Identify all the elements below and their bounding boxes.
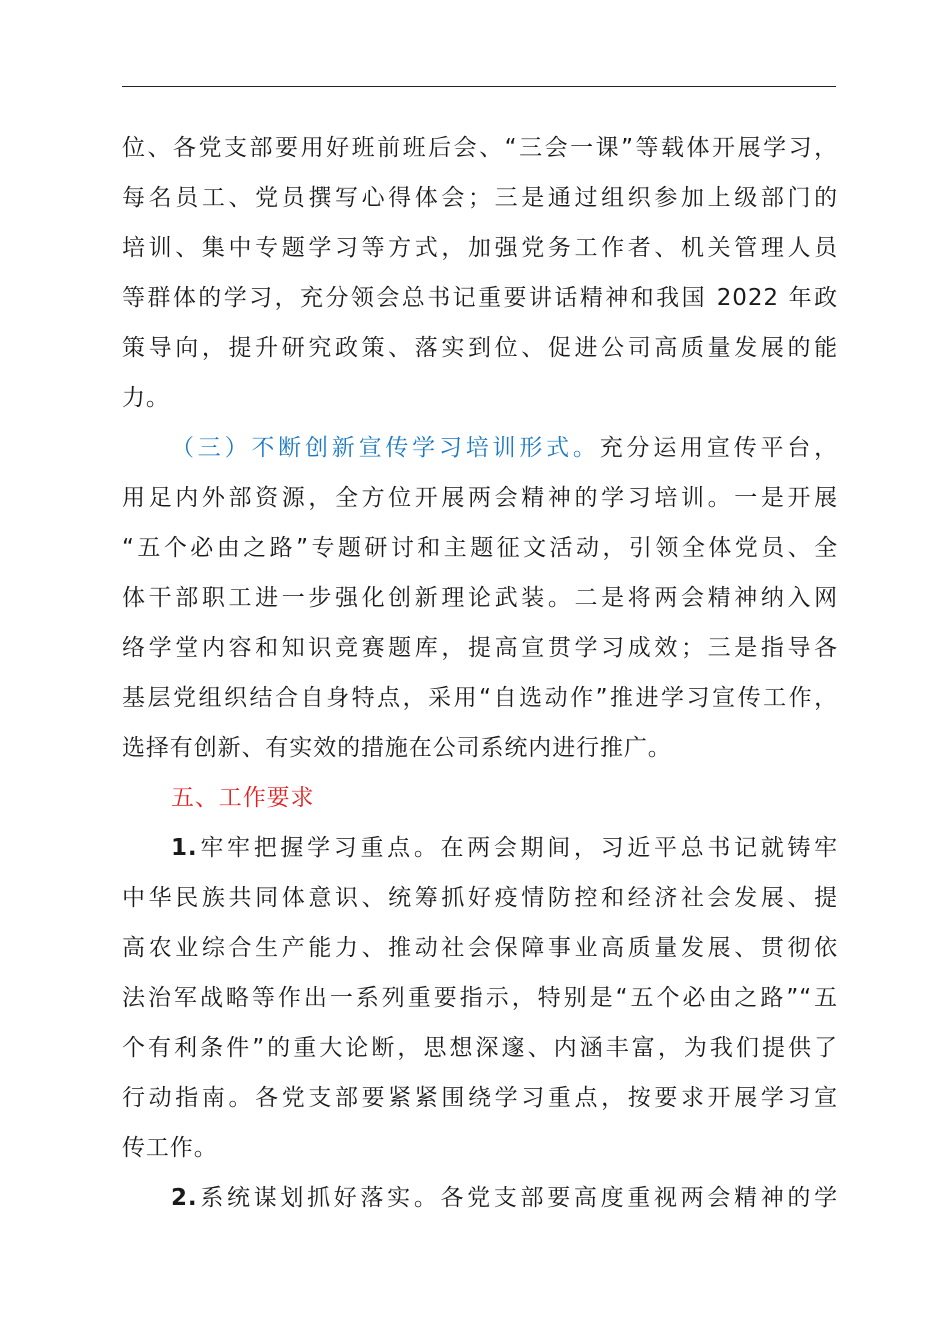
text-line <box>122 273 838 323</box>
text-line <box>122 473 838 523</box>
line-text: 法治军战略等作出一系列重要指示，特别是“五个必由之路”“五 <box>122 985 838 1011</box>
line-text: 高农业综合生产能力、推动社会保障事业高质量发展、贯彻依 <box>122 935 838 961</box>
line-text: 充分运用宣传平台， <box>599 435 838 461</box>
text-line <box>122 923 838 973</box>
text-line <box>122 1173 838 1223</box>
line-text: 行动指南。各党支部要紧紧围绕学习重点，按要求开展学习宣 <box>122 1085 838 1111</box>
line-text: 传工作。 <box>122 1135 218 1161</box>
subsection-heading: （三）不断创新宣传学习培训形式。 <box>171 435 600 461</box>
text-line <box>122 623 838 673</box>
text-line <box>122 823 838 873</box>
text-line <box>122 423 838 473</box>
text-line <box>122 523 838 573</box>
line-text: 系统谋划抓好落实。各党支部要高度重视两会精神的学 <box>197 1185 838 1211</box>
text-line <box>122 223 838 273</box>
line-text: 中华民族共同体意识、统筹抓好疫情防控和经济社会发展、提 <box>122 885 838 911</box>
text-line <box>122 123 838 173</box>
text-line <box>122 323 838 373</box>
text-line <box>122 1123 838 1173</box>
item-number: 1. <box>171 835 198 861</box>
line-text: 力。 <box>122 385 170 411</box>
line-text: 体干部职工进一步强化创新理论武装。二是将两会精神纳入网 <box>122 585 838 611</box>
line-text: 策导向，提升研究政策、落实到位、促进公司高质量发展的能 <box>122 335 838 361</box>
text-line <box>122 173 838 223</box>
text-line <box>122 773 838 823</box>
text-line <box>122 873 838 923</box>
text-line <box>122 673 838 723</box>
document-body <box>122 123 838 1223</box>
line-text: 络学堂内容和知识竞赛题库，提高宣贯学习成效；三是指导各 <box>122 635 838 661</box>
line-text: “五个必由之路”专题研讨和主题征文活动，引领全体党员、全 <box>122 535 838 561</box>
item-number: 2. <box>171 1185 198 1211</box>
line-text: 选择有创新、有实效的措施在公司系统内进行推广。 <box>122 735 672 761</box>
line-text: 每名员工、党员撰写心得体会；三是通过组织参加上级部门的 <box>122 185 838 211</box>
line-text: 牢牢把握学习重点。在两会期间，习近平总书记就铸牢 <box>197 835 838 861</box>
text-line <box>122 723 838 773</box>
section-heading: 五、工作要求 <box>171 785 315 811</box>
text-line <box>122 573 838 623</box>
text-line <box>122 1073 838 1123</box>
line-text: 培训、集中专题学习等方式，加强党务工作者、机关管理人员 <box>122 235 838 261</box>
text-line <box>122 973 838 1023</box>
line-text: 基层党组织结合自身特点，采用“自选动作”推进学习宣传工作， <box>122 685 838 711</box>
text-line <box>122 373 838 423</box>
line-text: 个有利条件”的重大论断，思想深邃、内涵丰富，为我们提供了 <box>122 1035 838 1061</box>
line-text: 用足内外部资源，全方位开展两会精神的学习培训。一是开展 <box>122 485 838 511</box>
header-rule <box>122 86 836 87</box>
line-text: 位、各党支部要用好班前班后会、“三会一课”等载体开展学习， <box>122 135 838 161</box>
line-text: 等群体的学习，充分领会总书记重要讲话精神和我国 2022 年政 <box>122 285 838 311</box>
text-line <box>122 1023 838 1073</box>
